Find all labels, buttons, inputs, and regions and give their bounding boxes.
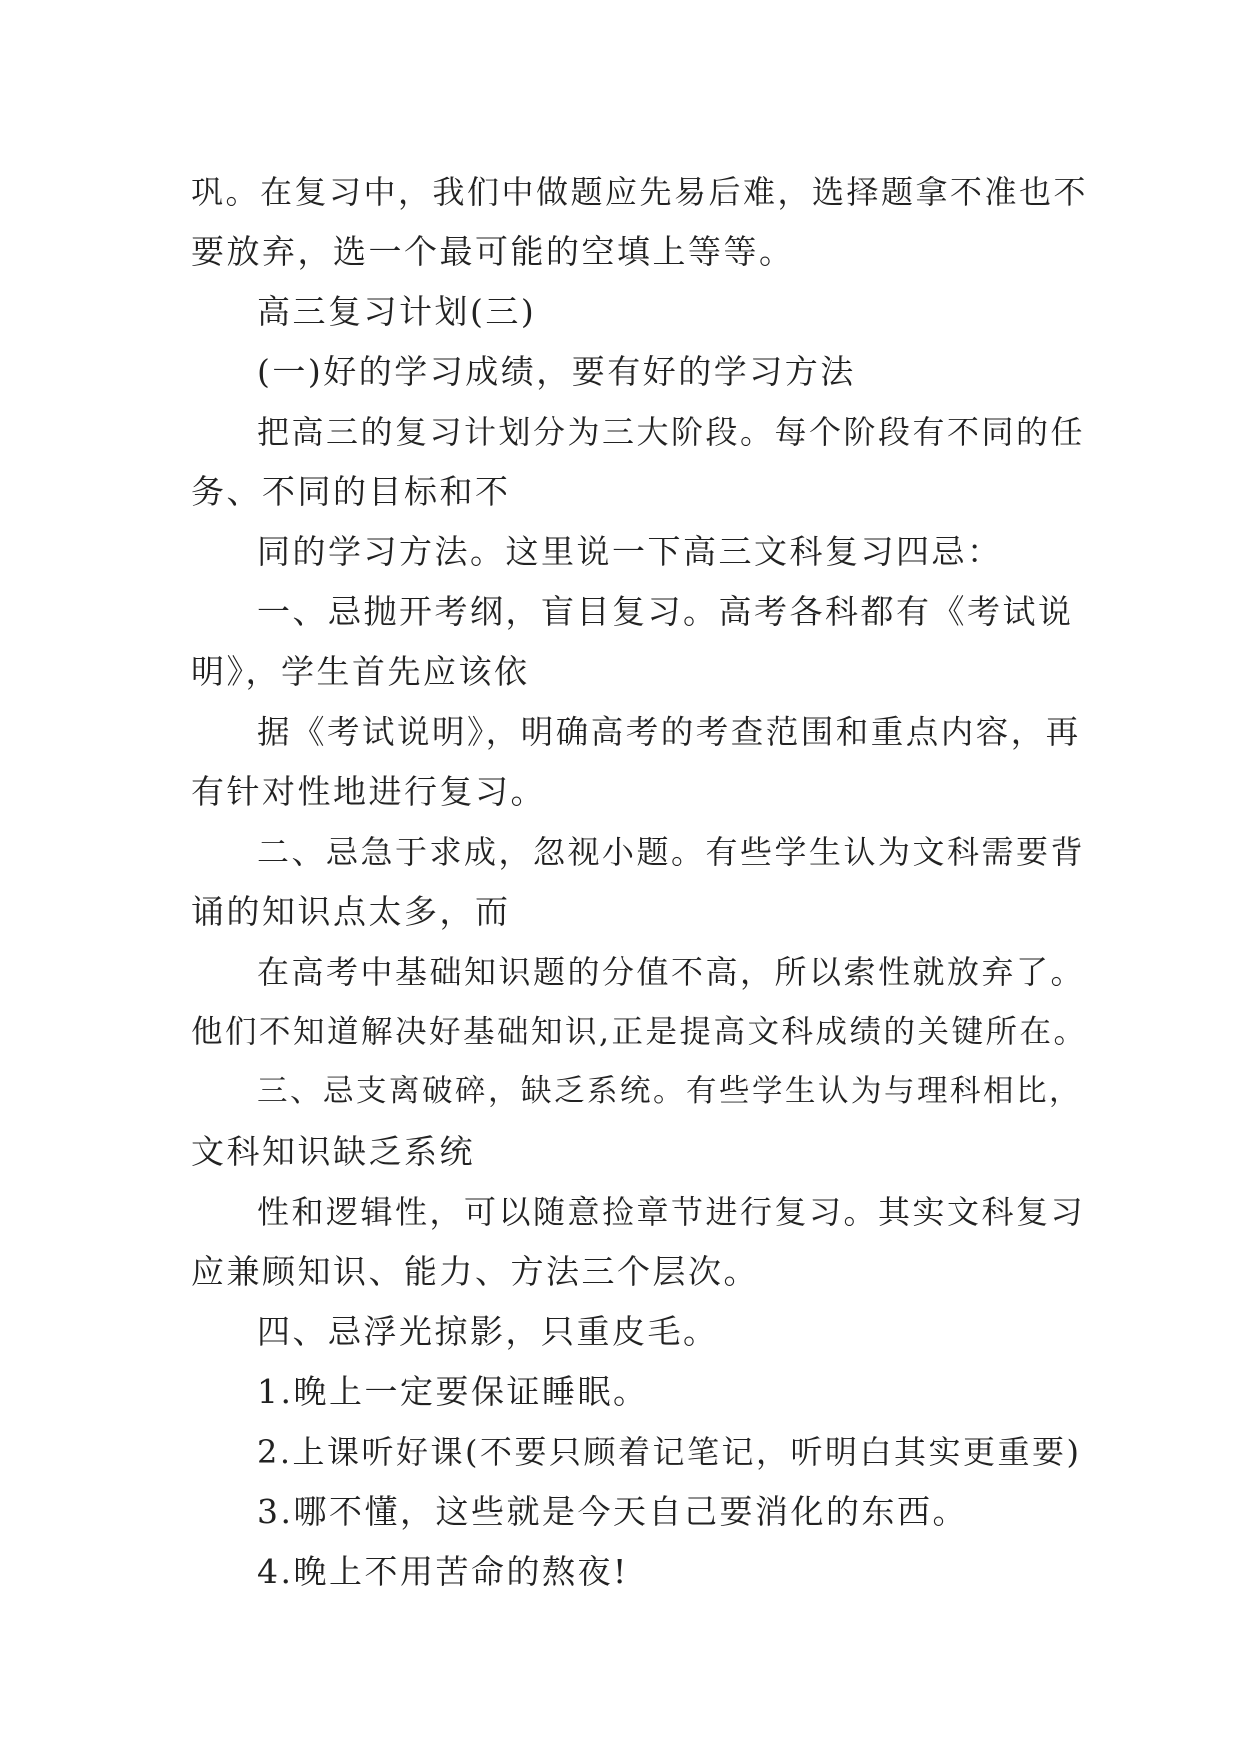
text-line: 据《考试说明》，明确高考的考查范围和重点内容，再 xyxy=(257,713,1081,751)
text-line: 同的学习方法。这里说一下高三文科复习四忌： xyxy=(257,532,1003,571)
text-line: 一、忌抛开考纲，盲目复习。高考各科都有《考试说 xyxy=(257,592,1074,631)
text-line: 三、忌支离破碎，缺乏系统。有些学生认为与理科相比， xyxy=(257,1074,1082,1109)
text-line: 巩。在复习中，我们中做题应先易后难，选择题拿不准也不 xyxy=(191,173,1089,211)
text-line: 性和逻辑性，可以随意捡章节进行复习。其实文科复习 xyxy=(257,1193,1086,1231)
list-item: 3.哪不懂，这些就是今天自己要消化的东西。 xyxy=(257,1492,968,1531)
text-line: 在高考中基础知识题的分值不高，所以索性就放弃了。 xyxy=(257,953,1086,991)
document-body xyxy=(191,162,1091,1602)
text-line: 应兼顾知识、能力、方法三个层次。 xyxy=(191,1252,759,1291)
text-line: 文科知识缺乏系统 xyxy=(191,1132,475,1171)
text-line: 二、忌急于求成，忽视小题。有些学生认为文科需要背 xyxy=(257,833,1086,871)
text-line: 要放弃，选一个最可能的空填上等等。 xyxy=(191,232,795,271)
text-line: 诵的知识点太多，而 xyxy=(191,892,511,931)
text-line: 他们不知道解决好基础知识,正是提高文科成绩的关键所在。 xyxy=(191,1014,1088,1050)
list-item: 2.上课听好课(不要只顾着记笔记，听明白其实更重要) xyxy=(257,1433,1082,1471)
text-line: 务、不同的目标和不 xyxy=(191,472,511,511)
list-item: 1.晚上一定要保证睡眠。 xyxy=(257,1372,649,1411)
section-title: 高三复习计划(三) xyxy=(257,292,537,331)
text-line: 四、忌浮光掠影，只重皮毛。 xyxy=(257,1312,719,1351)
list-item: 4.晚上不用苦命的熬夜! xyxy=(257,1552,629,1591)
text-line: 把高三的复习计划分为三大阶段。每个阶段有不同的任 xyxy=(257,413,1086,451)
subsection-title: (一)好的学习成绩，要有好的学习方法 xyxy=(257,352,856,391)
text-line: 明》，学生首先应该依 xyxy=(191,652,530,691)
text-line: 有针对性地进行复习。 xyxy=(191,772,546,811)
